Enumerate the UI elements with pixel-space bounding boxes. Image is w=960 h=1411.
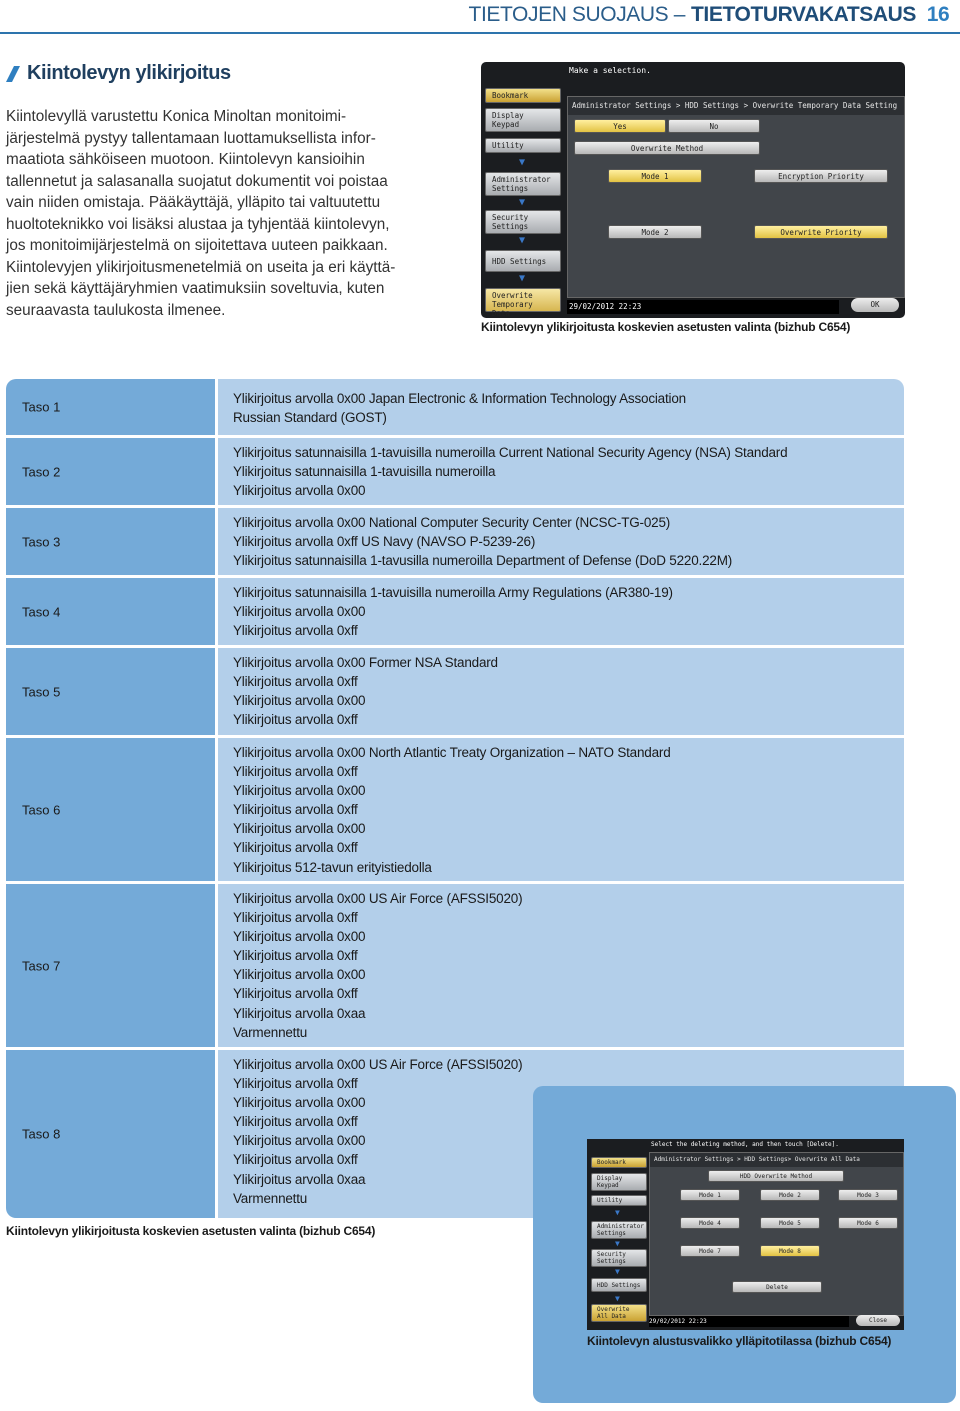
mode-6-button: Mode 6 [838, 1217, 898, 1229]
method-line: Ylikirjoitus arvolla 0x00 [233, 929, 366, 945]
overwrite-all-data-button: Overwrite All Data [591, 1304, 647, 1322]
body-line: Kiintolevyjen ylikirjoitusmenetelmiä on useita ja eri käyttä- [6, 258, 396, 276]
down-arrow-icon: ▼ [519, 157, 526, 168]
overwrite-priority-button: Overwrite Priority [754, 225, 888, 239]
method-line: Ylikirjoitus arvolla 0xff [233, 623, 358, 639]
method-line: Ylikirjoitus arvolla 0xff [233, 674, 358, 690]
screen-prompt: Make a selection. [569, 66, 651, 75]
table-row [6, 438, 904, 505]
table-row [6, 738, 904, 881]
method-line: Ylikirjoitus arvolla 0xff [233, 910, 358, 926]
mode-4-button: Mode 4 [680, 1217, 740, 1229]
method-line: Ylikirjoitus arvolla 0x00 [233, 783, 366, 799]
level-name: Taso 4 [22, 604, 61, 619]
settings-panel [567, 96, 905, 298]
body-line: vain niiden omistaja. Pääkäyttäjä, ylläpito tai valtuutettu [6, 194, 381, 211]
mode-1-button: Mode 1 [680, 1189, 740, 1201]
status-bar-datetime: 29/02/2012 22:23 [649, 1316, 849, 1327]
method-line: Ylikirjoitus arvolla 0x00 US Air Force (AFSSI5020) [233, 891, 523, 906]
administrator-settings-button: Administrator Settings [485, 172, 561, 196]
ok-button: OK [851, 298, 899, 312]
level-name: Taso 8 [22, 1126, 61, 1142]
table-row [6, 648, 904, 735]
body-line: Kiintolevyllä varustettu Konica Minoltan monitoimi- [6, 108, 347, 125]
hdd-settings-button: HDD Settings [485, 250, 561, 272]
security-settings-button: Security Settings [591, 1249, 647, 1267]
mode-2-button: Mode 2 [608, 225, 702, 239]
body-line: tallennetut ja salasanalla suojatut dokumentit voi poistaa [6, 172, 388, 190]
body-line: jien sekä käyttäjäryhmien vaatimuksiin soveltuvia, kuten [6, 280, 385, 297]
method-line: Ylikirjoitus arvolla 0xff [233, 986, 358, 1002]
method-line: Ylikirjoitus arvolla 0xff [233, 802, 358, 818]
bookmark-button: Bookmark [485, 88, 561, 103]
mode-7-button: Mode 7 [680, 1245, 740, 1257]
method-line: Ylikirjoitus arvolla 0x00 National Computer Security Center (NCSC-TG-025) [233, 515, 671, 530]
body-line: huoltoteknikko voi lisäksi alustaa ja tyhjentää kiintolevyn, [6, 215, 390, 233]
method-line: Ylikirjoitus arvolla 0xff [233, 1152, 358, 1168]
method-line: Ylikirjoitus satunnaisilla 1-tavuisilla numeroilla Army Regulations (AR380-19) [233, 585, 673, 600]
breadcrumb: Administrator Settings > HDD Settings > Overwrite Temporary Data Setting [568, 97, 904, 115]
method-line: Ylikirjoitus arvolla 0x00 [233, 821, 366, 837]
no-button: No [668, 119, 760, 133]
method-line: Ylikirjoitus arvolla 0xaa [233, 1005, 366, 1021]
method-line: Ylikirjoitus arvolla 0xff [233, 712, 358, 728]
method-line: Ylikirjoitus satunnaisilla 1-tavuisilla numeroilla Current National Security Agency (NSA) Standard [233, 445, 788, 460]
overwrite-temporary-data-button: Overwrite Temporary Data [485, 288, 561, 312]
description-cell [218, 648, 904, 735]
section-heading: Kiintolevyn ylikirjoitus [27, 62, 231, 84]
screen-prompt: Select the deleting method, and then touch [Delete]. [651, 1141, 839, 1148]
description-cell [218, 379, 904, 435]
method-line: Ylikirjoitus arvolla 0x00 North Atlantic Treaty Organization – NATO Standard [233, 745, 671, 760]
settings-panel [649, 1152, 904, 1316]
down-arrow-icon: ▼ [615, 1294, 620, 1303]
method-line: Ylikirjoitus arvolla 0xff [233, 948, 358, 964]
heading-marker-icon [6, 66, 20, 82]
method-line: Ylikirjoitus satunnaisilla 1-tavusilla numeroilla Department of Defense (DoD 5220.22M) [233, 553, 733, 569]
level-cell [6, 648, 215, 735]
breadcrumb: Administrator Settings > HDD Settings> Overwrite All Data [650, 1153, 903, 1167]
status-bar-datetime: 29/02/2012 22:23 [567, 300, 839, 314]
method-line: Ylikirjoitus arvolla 0xaa [233, 1171, 366, 1187]
table-row [6, 884, 904, 1047]
hdd-format-screenshot [587, 1139, 904, 1330]
method-line: Ylikirjoitus arvolla 0x00 [233, 1095, 366, 1111]
description-cell [218, 508, 904, 575]
description-cell [218, 884, 904, 1047]
method-line: Ylikirjoitus arvolla 0x00 Japan Electronic & Information Technology Association [233, 391, 686, 406]
header-rule [0, 32, 960, 34]
table-row [6, 578, 904, 645]
table-caption: Kiintolevyn ylikirjoitusta koskevien asetusten valinta (bizhub C654) [6, 1224, 376, 1238]
method-line: Ylikirjoitus arvolla 0x00 [233, 1133, 366, 1149]
method-line: Ylikirjoitus arvolla 0x00 US Air Force (AFSSI5020) [233, 1057, 523, 1072]
method-line: Ylikirjoitus arvolla 0x00 [233, 604, 366, 620]
method-line: Varmennettu [233, 1024, 308, 1040]
method-line: Ylikirjoitus satunnaisilla 1-tavuisilla numeroilla [233, 464, 496, 480]
down-arrow-icon: ▼ [615, 1267, 620, 1276]
utility-button: Utility [591, 1195, 647, 1206]
description-cell [218, 578, 904, 645]
table-row [6, 379, 904, 435]
level-cell [6, 884, 215, 1047]
down-arrow-icon: ▼ [615, 1239, 620, 1248]
level-cell [6, 508, 215, 575]
method-line: Ylikirjoitus arvolla 0x00 [233, 483, 366, 499]
level-cell [6, 578, 215, 645]
method-line: Ylikirjoitus arvolla 0xff [233, 1076, 358, 1092]
level-name: Taso 3 [22, 534, 61, 549]
hdd-overwrite-method-label: HDD Overwrite Method [708, 1170, 844, 1182]
display-keypad-button: Display Keypad [591, 1173, 647, 1191]
yes-button: Yes [574, 119, 666, 133]
level-name: Taso 2 [22, 464, 61, 479]
method-line: Ylikirjoitus arvolla 0xff [233, 840, 358, 856]
administrator-settings-button: Administrator Settings [591, 1221, 647, 1239]
level-name: Taso 6 [22, 802, 61, 817]
body-line: maatiota sähköiseen muotoon. Kiintolevyn kansioihin [6, 151, 365, 168]
hdd-settings-button: HDD Settings [591, 1278, 647, 1292]
method-line: Ylikirjoitus arvolla 0xff US Navy (NAVSO P-5239-26) [233, 534, 536, 550]
method-line: Ylikirjoitus arvolla 0xff [233, 1114, 358, 1130]
screenshot-caption: Kiintolevyn ylikirjoitusta koskevien asetusten valinta (bizhub C654) [481, 320, 851, 334]
encryption-priority-button: Encryption Priority [754, 169, 888, 183]
utility-button: Utility [485, 138, 561, 153]
header-section: TIETOJEN SUOJAUS – [468, 3, 685, 26]
bookmark-button: Bookmark [591, 1157, 647, 1168]
overwrite-settings-screenshot [481, 62, 905, 318]
level-cell [6, 738, 215, 881]
screenshot-caption: Kiintolevyn alustusvalikko ylläpitotilassa (bizhub C654) [587, 1334, 892, 1348]
overwrite-method-label: Overwrite Method [574, 141, 760, 155]
method-line: Varmennettu [233, 1190, 308, 1206]
body-line: seuraavasta taulukosta ilmenee. [6, 301, 226, 319]
down-arrow-icon: ▼ [615, 1208, 620, 1217]
mode-5-button: Mode 5 [760, 1217, 820, 1229]
body-line: jos monitoimijärjestelmä on sijoitettava uuteen paikkaan. [6, 237, 388, 254]
security-settings-button: Security Settings [485, 210, 561, 234]
running-header [469, 2, 960, 28]
description-cell [218, 438, 904, 505]
mode-3-button: Mode 3 [838, 1189, 898, 1201]
header-section-bold: TIETOTURVAKATSAUS [691, 3, 916, 26]
level-cell [6, 379, 215, 435]
mode-8-button: Mode 8 [760, 1245, 820, 1257]
format-menu-card [533, 1086, 956, 1403]
down-arrow-icon: ▼ [519, 273, 526, 284]
method-line: Russian Standard (GOST) [233, 410, 387, 426]
description-cell [218, 738, 904, 881]
mode-1-button: Mode 1 [608, 169, 702, 183]
level-name: Taso 7 [22, 958, 61, 973]
level-cell [6, 438, 215, 505]
delete-button: Delete [732, 1281, 822, 1293]
body-line: järjestelmä pystyy tallentamaan luottamuksellista infor- [6, 129, 376, 147]
method-line: Ylikirjoitus arvolla 0x00 [233, 967, 366, 983]
method-line: Ylikirjoitus arvolla 0x00 [233, 693, 366, 709]
mode-2-button: Mode 2 [760, 1189, 820, 1201]
table-row [6, 508, 904, 575]
method-line: Ylikirjoitus arvolla 0x00 Former NSA Standard [233, 655, 498, 670]
close-button: Close [856, 1315, 900, 1326]
method-line: Ylikirjoitus arvolla 0xff [233, 764, 358, 780]
method-line: Ylikirjoitus 512-tavun erityistiedolla [233, 859, 432, 875]
level-cell [6, 1050, 215, 1218]
page-number: 16 [916, 3, 960, 27]
down-arrow-icon: ▼ [519, 235, 526, 246]
display-keypad-button: Display Keypad [485, 108, 561, 132]
body-paragraph [6, 106, 448, 321]
level-name: Taso 5 [22, 684, 61, 699]
down-arrow-icon: ▼ [519, 197, 526, 208]
level-name: Taso 1 [22, 399, 61, 415]
